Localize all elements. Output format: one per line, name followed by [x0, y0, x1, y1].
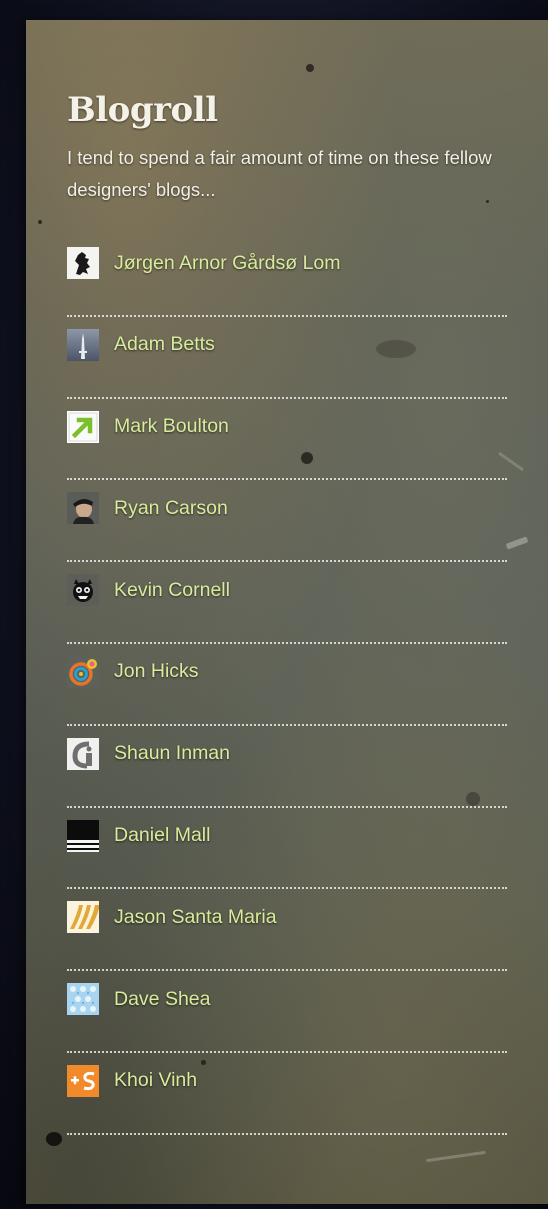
blog-link-betts[interactable] [67, 329, 215, 361]
texture-scratch [506, 536, 529, 549]
blog-link-hicks[interactable] [67, 656, 199, 688]
blogroll-list [67, 235, 507, 1135]
list-item [67, 808, 507, 890]
blue-pattern-icon [67, 983, 99, 1015]
blog-name: Mark Boulton [114, 415, 229, 438]
colorful-circles-icon [67, 656, 99, 688]
texture-scratch [426, 1151, 486, 1162]
blog-name: Shaun Inman [114, 742, 231, 765]
list-item [67, 726, 507, 808]
list-item [67, 235, 507, 317]
list-item [67, 889, 507, 971]
shaun-inman-logo-icon [67, 738, 99, 770]
green-arrow-icon [67, 411, 99, 443]
list-item [67, 480, 507, 562]
list-item [67, 644, 507, 726]
blog-name: Khoi Vinh [114, 1069, 198, 1092]
blogroll-title: Blogroll [67, 90, 218, 130]
orange-plus-s-icon [67, 1065, 99, 1097]
portrait-icon [67, 492, 99, 524]
blog-name: Daniel Mall [114, 824, 211, 847]
blog-link-lom[interactable] [67, 247, 341, 279]
lion-crest-icon [67, 247, 99, 279]
blog-name: Ryan Carson [114, 496, 228, 519]
blog-name: Jason Santa Maria [114, 905, 277, 928]
blog-link-carson[interactable] [67, 492, 228, 524]
blog-link-inman[interactable] [67, 738, 230, 770]
blog-link-cornell[interactable] [67, 574, 230, 606]
blog-name: Jørgen Arnor Gårdsø Lom [114, 251, 341, 274]
monster-icon [67, 574, 99, 606]
list-item [67, 399, 507, 481]
blog-link-santa-maria[interactable] [67, 901, 277, 933]
list-item [67, 562, 507, 644]
blog-link-mall[interactable] [67, 820, 210, 852]
black-stripes-icon [67, 820, 99, 852]
list-item [67, 971, 507, 1053]
blogroll-panel [26, 20, 548, 1204]
blog-name: Kevin Cornell [114, 578, 230, 601]
blog-link-vinh[interactable] [67, 1065, 197, 1097]
blogroll-intro: I tend to spend a fair amount of time on these fellow designers' blogs... [67, 147, 492, 200]
blog-name: Adam Betts [114, 333, 215, 356]
list-item [67, 1053, 507, 1135]
tower-icon [67, 329, 99, 361]
texture-speck [306, 64, 314, 72]
list-item [67, 317, 507, 399]
texture-speck [46, 1132, 62, 1146]
gold-stripes-icon [67, 901, 99, 933]
blog-link-boulton[interactable] [67, 411, 229, 443]
blog-name: Dave Shea [114, 987, 211, 1010]
texture-speck [38, 220, 42, 224]
blog-name: Jon Hicks [114, 660, 199, 683]
blog-link-shea[interactable] [67, 983, 210, 1015]
